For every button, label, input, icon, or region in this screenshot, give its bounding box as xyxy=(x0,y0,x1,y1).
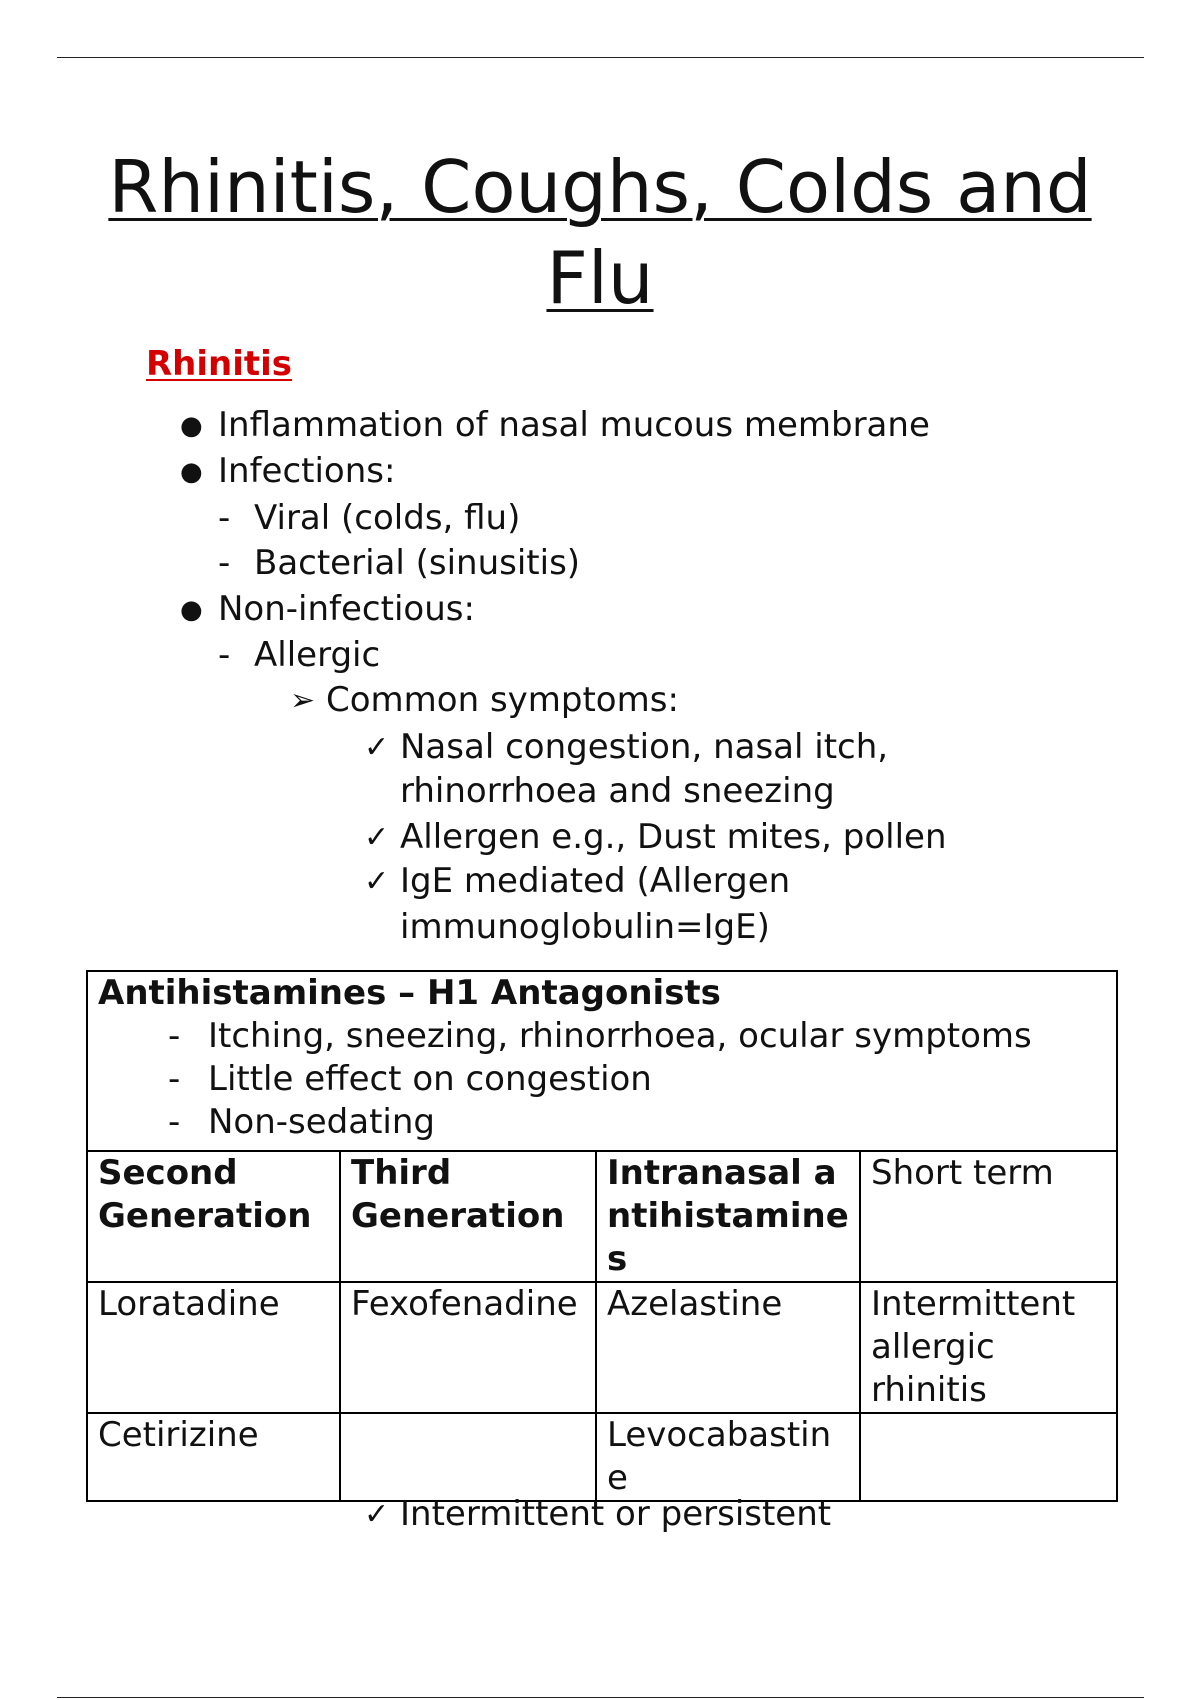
dash-icon: - xyxy=(218,498,231,538)
list-item xyxy=(98,1058,1106,1101)
box-point: Little effect on congestion xyxy=(208,1059,652,1099)
table-cell xyxy=(340,1413,596,1501)
table-header-row xyxy=(87,1151,1117,1282)
checkmark-icon: ✓ xyxy=(364,1497,390,1532)
bullet-icon: ● xyxy=(180,411,203,441)
list-item xyxy=(98,1101,1106,1144)
checkmark-icon: ✓ xyxy=(364,730,390,765)
table-row xyxy=(87,1413,1117,1501)
check-item-continued: immunoglobulin=IgE) xyxy=(400,907,770,947)
checkmark-icon: ✓ xyxy=(364,864,390,899)
list-item: Inflammation of nasal mucous membrane xyxy=(218,405,930,445)
table-cell: Cetirizine xyxy=(87,1413,340,1501)
page-title: Rhinitis, Coughs, Colds and Flu xyxy=(108,145,1092,320)
column-header: Third Generation xyxy=(340,1151,596,1282)
list-item: Common symptoms: xyxy=(326,680,679,720)
list-item: Allergic xyxy=(254,635,381,675)
list-item: Infections: xyxy=(218,451,396,491)
box-point: Itching, sneezing, rhinorrhoea, ocular symptoms xyxy=(208,1016,1032,1056)
checkmark-icon: ✓ xyxy=(364,820,390,855)
dash-icon: - xyxy=(168,1059,181,1099)
dash-icon: - xyxy=(168,1016,181,1056)
table-box-row xyxy=(87,971,1117,1151)
arrow-bullet-icon: ➢ xyxy=(290,683,316,718)
dash-icon: - xyxy=(218,543,231,583)
column-header: Intranasal antihistamines xyxy=(596,1151,860,1282)
check-item: IgE mediated (Allergen xyxy=(400,861,791,901)
column-header: Second Generation xyxy=(87,1151,340,1282)
section-heading: Rhinitis xyxy=(146,344,293,384)
box-list xyxy=(98,1015,1106,1150)
table-cell: Intermittent allergic rhinitis xyxy=(860,1282,1117,1413)
list-item: Non-infectious: xyxy=(218,589,475,629)
antihistamine-table xyxy=(86,970,1118,1502)
footer-check-item: Intermittent or persistent xyxy=(400,1494,832,1534)
list-item: Bacterial (sinusitis) xyxy=(254,543,581,583)
top-rule xyxy=(57,57,1144,58)
check-item: Allergen e.g., Dust mites, pollen xyxy=(400,817,947,857)
column-header: Short term xyxy=(860,1151,1117,1282)
dash-icon: - xyxy=(218,635,231,675)
check-item: Nasal congestion, nasal itch, xyxy=(400,727,889,767)
table-row xyxy=(87,1282,1117,1413)
table-cell: Levocabastine xyxy=(596,1413,860,1501)
dash-icon: - xyxy=(168,1102,181,1142)
bullet-icon: ● xyxy=(180,595,203,625)
table-cell: Azelastine xyxy=(596,1282,860,1413)
box-heading: Antihistamines – H1 Antagonists xyxy=(98,973,721,1013)
box-point: Non-sedating xyxy=(208,1102,436,1142)
table-cell: Fexofenadine xyxy=(340,1282,596,1413)
list-item: Viral (colds, flu) xyxy=(254,498,521,538)
bullet-icon: ● xyxy=(180,457,203,487)
bottom-rule xyxy=(57,1697,1144,1698)
table-cell: Loratadine xyxy=(87,1282,340,1413)
list-item xyxy=(98,1015,1106,1058)
check-item-continued: rhinorrhoea and sneezing xyxy=(400,771,835,811)
table-cell xyxy=(860,1413,1117,1501)
antihistamine-box xyxy=(87,971,1117,1151)
